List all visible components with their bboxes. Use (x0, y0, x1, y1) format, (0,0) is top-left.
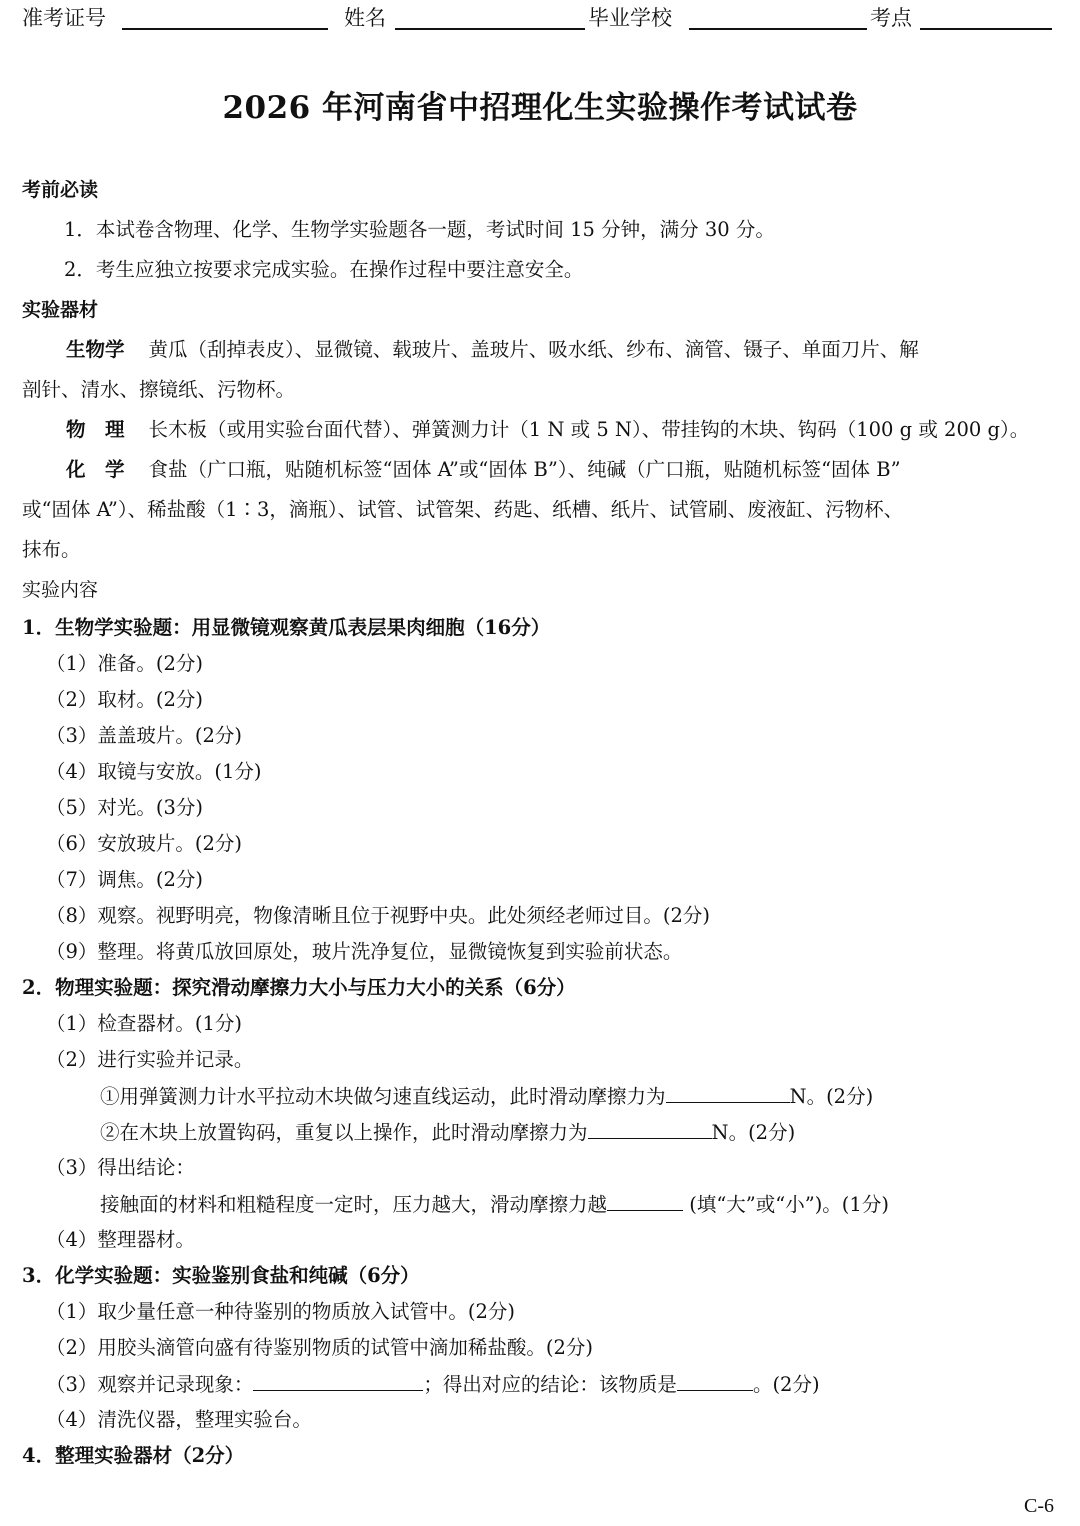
q3-step-3 (46, 1370, 820, 1399)
q2-sub-2-text: ②在木块上放置钩码，重复以上操作，此时滑动摩擦力为 (100, 1121, 588, 1144)
chemistry-label: 化 学 (66, 458, 125, 481)
physics-equipment-text: 长木板（或用实验台面代替）、弹簧测力计（1 N 或 5 N）、带挂钩的木块、钩码（100 g 或 200 g）。 (148, 418, 1030, 441)
q2-step: （1）检查器材。(1分) (46, 1012, 243, 1035)
biology-label: 生物学 (66, 338, 125, 361)
q2-sub-1 (100, 1082, 873, 1111)
question-4-title: 4．整理实验器材（2分） (22, 1444, 245, 1467)
admission-number-label: 准考证号 (22, 6, 106, 30)
biology-equipment-continued: 剖针、清水、擦镜纸、污物杯。 (22, 378, 296, 401)
q3-step: （1）取少量任意一种待鉴别的物质放入试管中。(2分) (46, 1300, 516, 1323)
exam-site-label: 考点 (870, 6, 912, 30)
q2-sub-1-unit: N。(2分) (789, 1085, 874, 1108)
q2-conclusion-text: 接触面的材料和粗糙程度一定时，压力越大，滑动摩擦力越 (100, 1193, 608, 1216)
q1-step: （4）取镜与安放。(1分) (46, 760, 262, 783)
notice-heading: 考前必读 (22, 179, 99, 201)
page-code: C-6 (1024, 1495, 1054, 1517)
name-label: 姓名 (344, 6, 386, 30)
chemistry-equipment-text: 食盐（广口瓶，贴随机标签“固体 A”或“固体 B”）、纯碱（广口瓶，贴随机标签“固体 B” (148, 458, 901, 481)
q1-step: （3）盖盖玻片。(2分) (46, 724, 243, 747)
q2-sub-2-unit: N。(2分) (711, 1121, 796, 1144)
exam-site-field[interactable] (920, 28, 1052, 30)
friction-answer-blank-1[interactable] (666, 1082, 790, 1103)
conclusion-answer-blank[interactable] (607, 1190, 683, 1211)
q3-step-3-text: （3）观察并记录现象： (46, 1373, 254, 1396)
exam-header (22, 2, 1062, 34)
content-heading: 实验内容 (22, 579, 99, 601)
question-1-title: 1．生物学实验题：用显微镜观察黄瓜表层果肉细胞（16分） (22, 616, 551, 639)
q2-sub-1-text: ①用弹簧测力计水平拉动木块做匀速直线运动，此时滑动摩擦力为 (100, 1085, 666, 1108)
q3-step: （2）用胶头滴管向盛有待鉴别物质的试管中滴加稀盐酸。(2分) (46, 1336, 594, 1359)
q1-step: （7）调焦。(2分) (46, 868, 204, 891)
chemistry-equipment-continued: 抹布。 (22, 538, 81, 561)
chemistry-equipment-line (66, 456, 901, 484)
physics-equipment-line (66, 416, 1029, 444)
admission-number-field[interactable] (122, 28, 328, 30)
school-field[interactable] (689, 28, 867, 30)
school-label: 毕业学校 (588, 6, 672, 30)
q2-step: （4）整理器材。 (46, 1228, 195, 1251)
question-2-title: 2．物理实验题：探究滑动摩擦力大小与压力大小的关系（6分） (22, 976, 576, 999)
friction-answer-blank-2[interactable] (588, 1118, 712, 1139)
biology-equipment-text: 黄瓜（刮掉表皮）、显微镜、载玻片、盖玻片、吸水纸、纱布、滴管、镊子、单面刀片、解 (148, 338, 919, 361)
q2-step: （3）得出结论： (46, 1156, 195, 1179)
chemistry-equipment-continued: 或“固体 A”）、稀盐酸（1∶3，滴瓶）、试管、试管架、药匙、纸槽、纸片、试管刷、废液缸、污物杯、 (22, 498, 904, 521)
q1-step: （8）观察。视野明亮，物像清晰且位于视野中央。此处须经老师过目。(2分) (46, 904, 711, 927)
phenomenon-answer-blank[interactable] (253, 1370, 423, 1391)
biology-equipment-line (66, 336, 919, 364)
physics-label: 物 理 (66, 418, 125, 441)
page-title: 2026 年河南省中招理化生实验操作考试试卷 (222, 90, 858, 126)
notice-item: 1．本试卷含物理、化学、生物学实验题各一题，考试时间 15 分钟，满分 30 分。 (64, 218, 775, 241)
q3-step: （4）清洗仪器，整理实验台。 (46, 1408, 312, 1431)
q1-step: （2）取材。(2分) (46, 688, 204, 711)
q2-step: （2）进行实验并记录。 (46, 1048, 254, 1071)
substance-answer-blank[interactable] (677, 1370, 753, 1391)
q3-step-3-conclusion-text: ；得出对应的结论：该物质是 (423, 1373, 677, 1396)
q1-step: （6）安放玻片。(2分) (46, 832, 243, 855)
q1-step: （9）整理。将黄瓜放回原处，玻片洗净复位，显微镜恢复到实验前状态。 (46, 940, 683, 963)
q1-step: （1）准备。(2分) (46, 652, 204, 675)
name-field[interactable] (395, 28, 585, 30)
notice-item: 2．考生应独立按要求完成实验。在操作过程中要注意安全。 (64, 258, 584, 281)
q2-conclusion-hint: (填“大”或“小”)。(1分) (683, 1193, 889, 1216)
q1-step: （5）对光。(3分) (46, 796, 204, 819)
q3-step-3-score: 。(2分) (752, 1373, 820, 1396)
q2-conclusion (100, 1190, 889, 1219)
question-3-title: 3．化学实验题：实验鉴别食盐和纯碱（6分） (22, 1264, 420, 1287)
q2-sub-2 (100, 1118, 795, 1147)
equipment-heading: 实验器材 (22, 299, 99, 321)
